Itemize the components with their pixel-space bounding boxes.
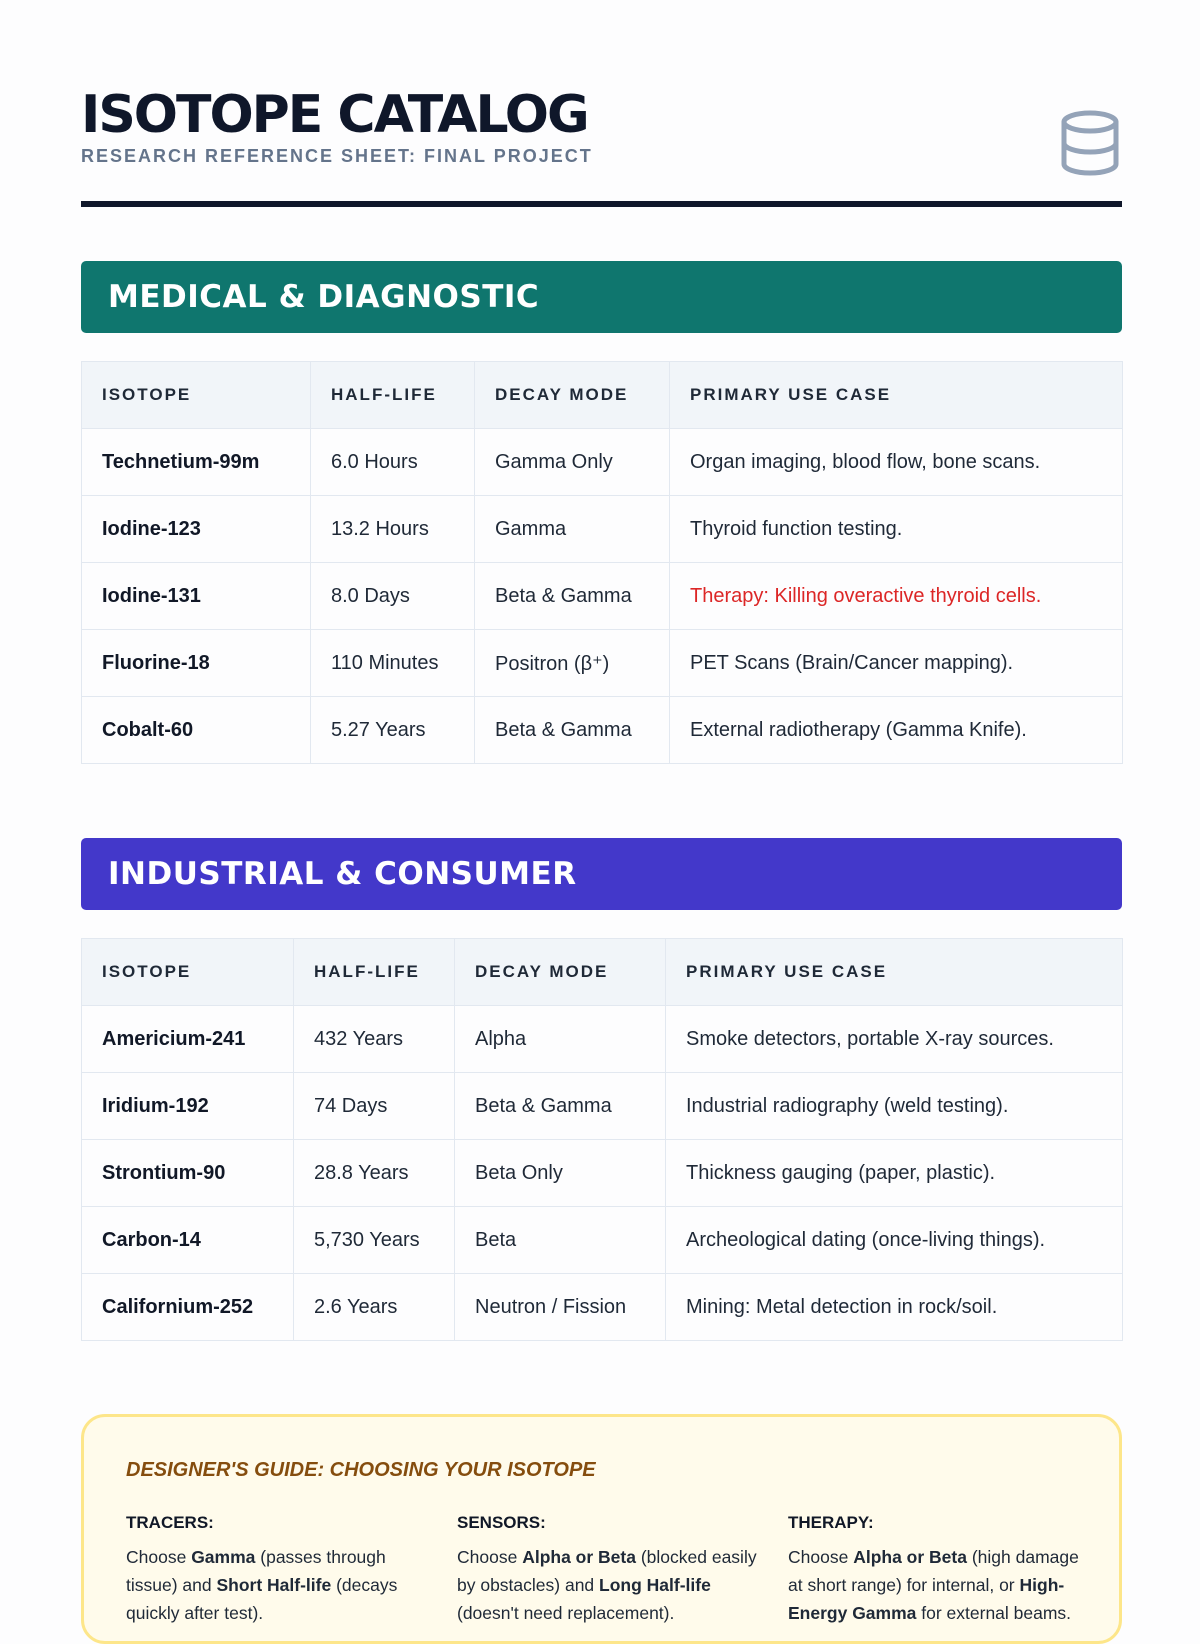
use-case: Smoke detectors, portable X-ray sources. bbox=[666, 1006, 1123, 1073]
isotope-name: Fluorine-18 bbox=[82, 630, 311, 697]
column-header-isotope: ISOTOPE bbox=[82, 939, 294, 1006]
guide-tracers bbox=[126, 1509, 426, 1627]
guide-tracers-text: Choose Gamma (passes through tissue) and Short Half-life (decays quickly after test). bbox=[126, 1547, 398, 1623]
guide-sensors-heading: SENSORS: bbox=[457, 1513, 546, 1532]
isotope-name: Cobalt-60 bbox=[82, 697, 311, 764]
page-header bbox=[81, 86, 1122, 167]
page-title: ISOTOPE CATALOG bbox=[81, 85, 588, 145]
table-header-row bbox=[82, 939, 1123, 1006]
table-row bbox=[82, 1140, 1123, 1207]
use-case: Mining: Metal detection in rock/soil. bbox=[666, 1274, 1123, 1341]
table-row bbox=[82, 563, 1123, 630]
half-life: 28.8 Years bbox=[294, 1140, 455, 1207]
database-icon bbox=[1060, 110, 1120, 176]
decay-mode: Beta Only bbox=[455, 1140, 666, 1207]
industrial-section-heading: INDUSTRIAL & CONSUMER bbox=[81, 838, 1122, 910]
decay-mode: Gamma bbox=[475, 496, 670, 563]
isotope-name: Strontium-90 bbox=[82, 1140, 294, 1207]
use-case-highlighted: Therapy: Killing overactive thyroid cells. bbox=[670, 563, 1123, 630]
column-header-decay-mode: DECAY MODE bbox=[455, 939, 666, 1006]
guide-therapy bbox=[788, 1509, 1088, 1627]
table-row bbox=[82, 1073, 1123, 1140]
table-row bbox=[82, 1274, 1123, 1341]
table-row bbox=[82, 1207, 1123, 1274]
decay-mode: Beta bbox=[455, 1207, 666, 1274]
table-row bbox=[82, 496, 1123, 563]
decay-mode: Beta & Gamma bbox=[455, 1073, 666, 1140]
table-row bbox=[82, 429, 1123, 496]
decay-mode: Alpha bbox=[455, 1006, 666, 1073]
half-life: 432 Years bbox=[294, 1006, 455, 1073]
decay-mode: Gamma Only bbox=[475, 429, 670, 496]
decay-mode: Neutron / Fission bbox=[455, 1274, 666, 1341]
half-life: 5,730 Years bbox=[294, 1207, 455, 1274]
use-case: Thyroid function testing. bbox=[670, 496, 1123, 563]
medical-isotope-table bbox=[81, 361, 1123, 764]
isotope-name: Technetium-99m bbox=[82, 429, 311, 496]
half-life: 2.6 Years bbox=[294, 1274, 455, 1341]
medical-section-heading: MEDICAL & DIAGNOSTIC bbox=[81, 261, 1122, 333]
decay-mode: Beta & Gamma bbox=[475, 697, 670, 764]
column-header-half-life: HALF-LIFE bbox=[311, 362, 475, 429]
table-row bbox=[82, 630, 1123, 697]
use-case: Industrial radiography (weld testing). bbox=[666, 1073, 1123, 1140]
use-case: Organ imaging, blood flow, bone scans. bbox=[670, 429, 1123, 496]
use-case: Thickness gauging (paper, plastic). bbox=[666, 1140, 1123, 1207]
column-header-isotope: ISOTOPE bbox=[82, 362, 311, 429]
half-life: 8.0 Days bbox=[311, 563, 475, 630]
half-life: 110 Minutes bbox=[311, 630, 475, 697]
decay-mode: Beta & Gamma bbox=[475, 563, 670, 630]
use-case: Archeological dating (once-living things). bbox=[666, 1207, 1123, 1274]
guide-sensors bbox=[457, 1509, 757, 1627]
decay-mode: Positron (β⁺) bbox=[475, 630, 670, 697]
designers-guide-box bbox=[81, 1414, 1122, 1644]
table-row bbox=[82, 697, 1123, 764]
guide-title: DESIGNER'S GUIDE: CHOOSING YOUR ISOTOPE bbox=[126, 1459, 596, 1481]
isotope-name: Americium-241 bbox=[82, 1006, 294, 1073]
column-header-use-case: PRIMARY USE CASE bbox=[666, 939, 1123, 1006]
half-life: 6.0 Hours bbox=[311, 429, 475, 496]
column-header-use-case: PRIMARY USE CASE bbox=[670, 362, 1123, 429]
half-life: 74 Days bbox=[294, 1073, 455, 1140]
column-header-decay-mode: DECAY MODE bbox=[475, 362, 670, 429]
industrial-isotope-table bbox=[81, 938, 1123, 1341]
table-row bbox=[82, 1006, 1123, 1073]
half-life: 13.2 Hours bbox=[311, 496, 475, 563]
use-case: PET Scans (Brain/Cancer mapping). bbox=[670, 630, 1123, 697]
isotope-name: Iridium-192 bbox=[82, 1073, 294, 1140]
guide-therapy-heading: THERAPY: bbox=[788, 1513, 874, 1532]
isotope-name: Iodine-123 bbox=[82, 496, 311, 563]
page-subtitle: RESEARCH REFERENCE SHEET: FINAL PROJECT bbox=[81, 146, 593, 166]
header-divider bbox=[81, 201, 1122, 207]
column-header-half-life: HALF-LIFE bbox=[294, 939, 455, 1006]
guide-tracers-heading: TRACERS: bbox=[126, 1513, 214, 1532]
table-header-row bbox=[82, 362, 1123, 429]
isotope-name: Carbon-14 bbox=[82, 1207, 294, 1274]
guide-therapy-text: Choose Alpha or Beta (high damage at short range) for internal, or High-Energy Gamma for external beams. bbox=[788, 1547, 1079, 1623]
guide-sensors-text: Choose Alpha or Beta (blocked easily by obstacles) and Long Half-life (doesn't need replacement). bbox=[457, 1547, 757, 1623]
use-case: External radiotherapy (Gamma Knife). bbox=[670, 697, 1123, 764]
half-life: 5.27 Years bbox=[311, 697, 475, 764]
isotope-name: Californium-252 bbox=[82, 1274, 294, 1341]
isotope-name: Iodine-131 bbox=[82, 563, 311, 630]
